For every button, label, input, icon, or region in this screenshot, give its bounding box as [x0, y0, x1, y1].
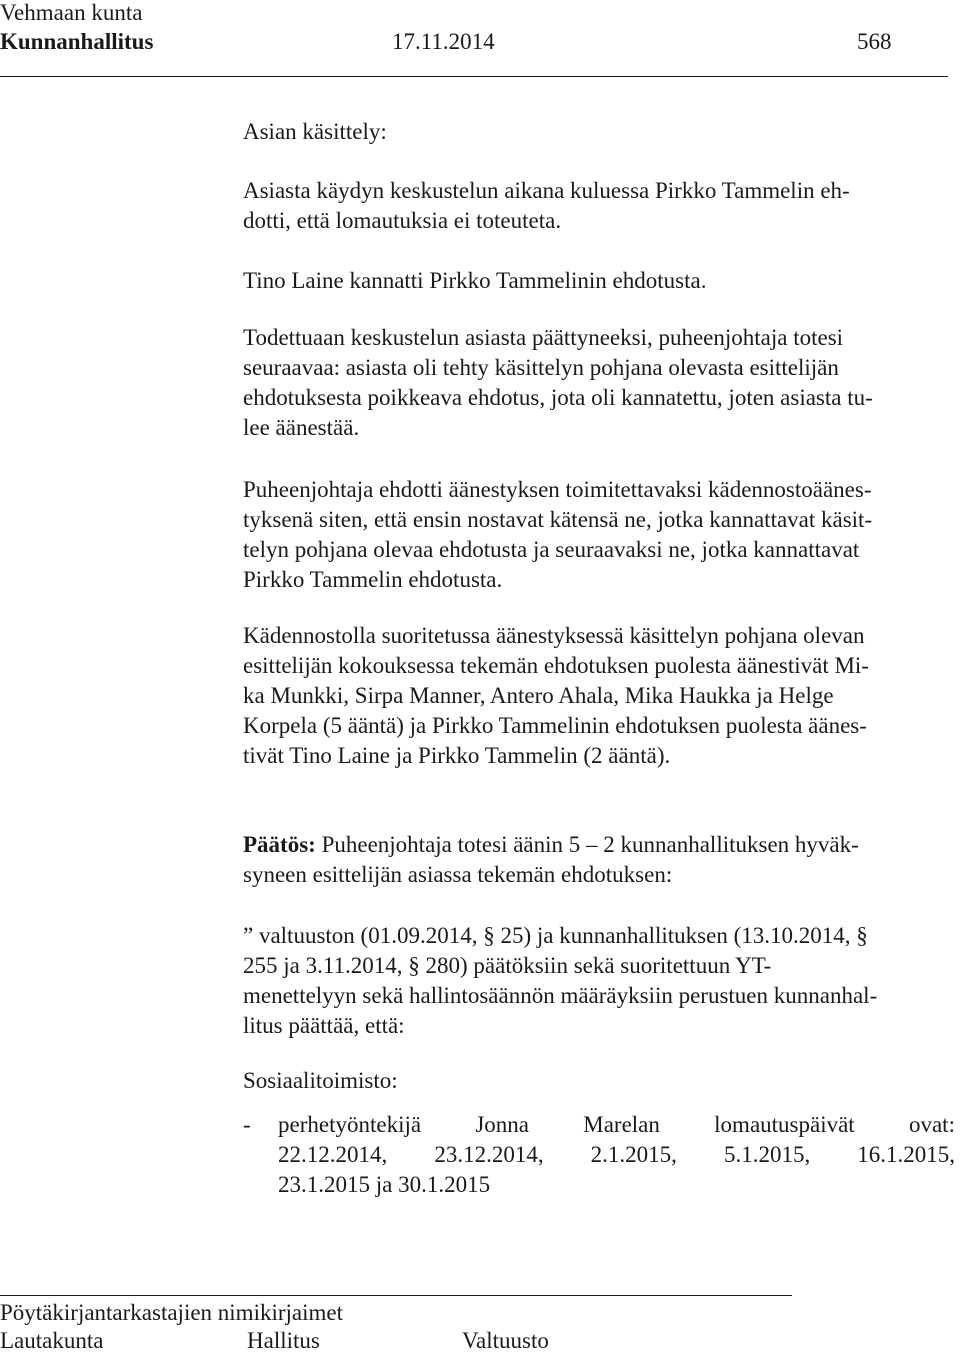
board-name: Kunnanhallitus: [0, 29, 154, 54]
text-line: lee äänestää.: [243, 415, 360, 440]
word: 5.1.2015,: [723, 1142, 811, 1167]
word: Jonna: [475, 1112, 529, 1137]
signature-label-board: Hallitus: [247, 1328, 320, 1353]
text-line: ” valtuuston (01.09.2014, § 25) ja kunnanhallituksen (13.10.2014, §: [243, 923, 868, 948]
text-line: dotti, että lomautuksia ei toteuteta.: [243, 208, 562, 233]
word: perhetyöntekijä: [278, 1112, 422, 1137]
page-number: 568: [857, 29, 892, 54]
word: 23.12.2014,: [434, 1142, 544, 1167]
paragraph-3: [243, 323, 955, 443]
paragraph-4: [243, 475, 955, 595]
section-label: [243, 1066, 955, 1096]
text-line: Pirkko Tammelin ehdotusta.: [243, 567, 503, 592]
text-line: telyn pohjana olevaa ehdotusta ja seuraavaksi ne, jotka kannattavat: [243, 537, 860, 562]
word: lomautuspäivät: [714, 1112, 855, 1137]
text-line: esittelijän kokouksessa tekemän ehdotuksen puolesta äänestivät Mi-: [243, 653, 869, 678]
text-line: Asiasta käydyn keskustelun aikana kuluessa Pirkko Tammelin eh-: [243, 178, 850, 203]
list-bullet: -: [243, 1112, 251, 1137]
decision-line: [243, 830, 955, 860]
paragraph-1: [243, 176, 955, 236]
list-line: 23.1.2015 ja 30.1.2015: [278, 1172, 491, 1197]
text-line: Kädennostolla suoritetussa äänestyksessä käsittelyn pohjana olevan: [243, 623, 865, 648]
signature-title: Pöytäkirjantarkastajien nimikirjaimet: [0, 1300, 343, 1325]
decision-label: Päätös:: [243, 832, 316, 857]
text-line: syneen esittelijän asiassa tekemän ehdotuksen:: [243, 862, 673, 887]
word: 2.1.2015,: [590, 1142, 677, 1167]
section-heading: [243, 117, 955, 147]
text-line: litus päättää, että:: [243, 1013, 405, 1038]
list-line: [278, 1140, 955, 1170]
paragraph-5: [243, 621, 955, 771]
text-line: tyksenä siten, että ensin nostavat kätensä ne, jotka kannattavat käsit-: [243, 507, 873, 532]
text-line: ehdotuksesta poikkeava ehdotus, jota oli kannatettu, joten asiasta tu-: [243, 385, 873, 410]
word: Marelan: [583, 1112, 660, 1137]
word: ovat:: [908, 1112, 955, 1137]
decision-paragraph: [243, 830, 955, 890]
word: 22.12.2014,: [278, 1142, 388, 1167]
meeting-date: 17.11.2014: [392, 29, 495, 54]
text-line: menettelyyn sekä hallintosäännön määräyksiin perustuen kunnanhal-: [243, 983, 878, 1008]
paragraph-7: [243, 921, 955, 1041]
signature-rule: [0, 1295, 792, 1296]
heading-text: Asian käsittely:: [243, 119, 387, 144]
text-line: Todettuaan keskustelun asiasta päättyneeksi, puheenjohtaja totesi: [243, 325, 844, 350]
text-line: Tino Laine kannatti Pirkko Tammelinin ehdotusta.: [243, 268, 707, 293]
municipality-name: Vehmaan kunta: [0, 0, 143, 25]
list-item: [278, 1110, 955, 1200]
text-line: Puheenjohtaja ehdotti äänestyksen toimitettavaksi kädennostoäänes-: [243, 477, 872, 502]
paragraph-2: [243, 266, 955, 296]
list-line: [278, 1110, 955, 1140]
text-line: seuraavaa: asiasta oli tehty käsittelyn pohjana olevasta esittelijän: [243, 355, 839, 380]
header-rule: [0, 76, 948, 77]
text-line: tivät Tino Laine ja Pirkko Tammelin (2 ääntä).: [243, 743, 671, 768]
decision-text: Puheenjohtaja totesi äänin 5 – 2 kunnanhallituksen hyväk-: [315, 832, 859, 857]
signature-label-council: Valtuusto: [462, 1328, 549, 1353]
text-line: 255 ja 3.11.2014, § 280) päätöksiin sekä suoritettuun YT-: [243, 953, 772, 978]
word: 16.1.2015,: [857, 1142, 955, 1167]
text-line: Sosiaalitoimisto:: [243, 1068, 398, 1093]
text-line: ka Munkki, Sirpa Manner, Antero Ahala, Mika Haukka ja Helge: [243, 683, 834, 708]
text-line: Korpela (5 ääntä) ja Pirkko Tammelinin ehdotuksen puolesta äänes-: [243, 713, 867, 738]
signature-label-committee: Lautakunta: [0, 1328, 104, 1353]
